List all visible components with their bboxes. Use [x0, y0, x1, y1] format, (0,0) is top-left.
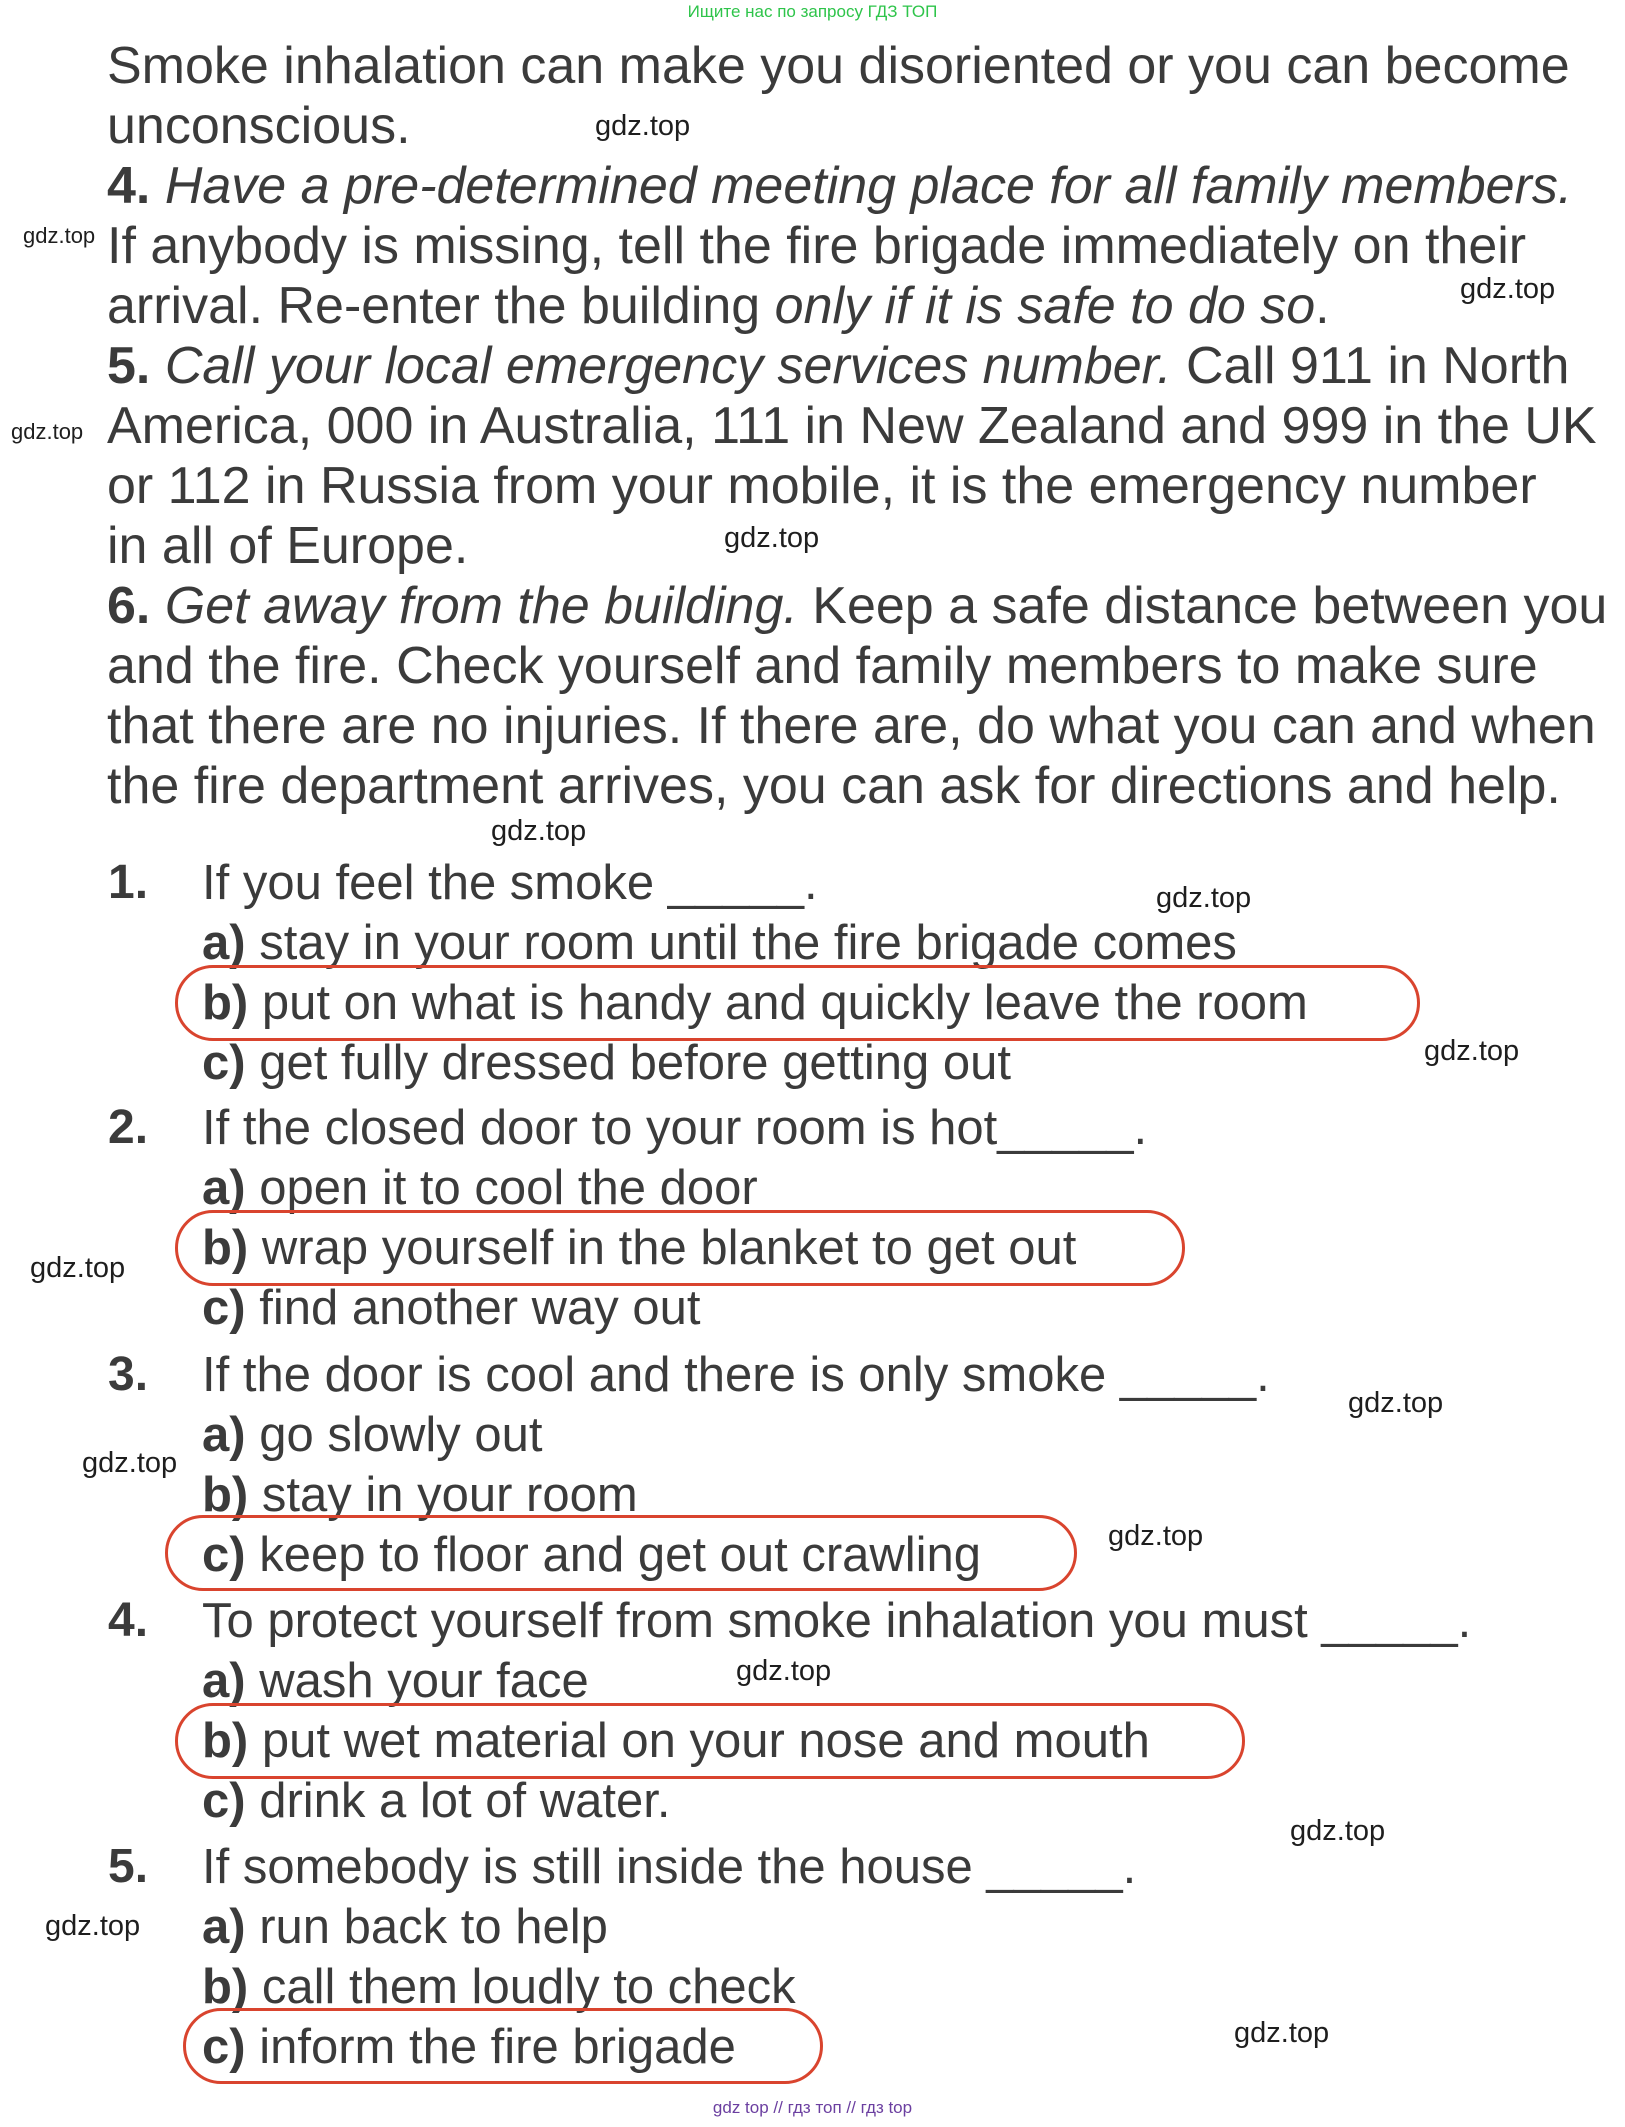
- watermark: gdz.top: [1348, 1387, 1444, 1419]
- option-a: [202, 1407, 542, 1463]
- option-letter: a): [202, 1654, 246, 1708]
- option-letter: a): [202, 1408, 246, 1462]
- option-text: run back to help: [259, 1900, 608, 1954]
- text-fragment: Call 911 in North: [1171, 337, 1570, 395]
- answer-circle: [175, 1210, 1185, 1286]
- paragraph-number: 6.: [107, 577, 151, 635]
- text-line: that there are no injuries. If there are, do what you can and when: [107, 697, 1596, 755]
- text-line: or 112 in Russia from your mobile, it is the emergency number: [107, 457, 1537, 515]
- question-text: To protect yourself from smoke inhalation you must _____.: [202, 1594, 1472, 1648]
- option-text: find another way out: [259, 1281, 701, 1335]
- option-text: wash your face: [259, 1654, 589, 1708]
- option-a: [202, 1653, 589, 1709]
- option-text: get fully dressed before getting out: [259, 1036, 1012, 1090]
- watermark: gdz.top: [1108, 1520, 1204, 1552]
- option-text: wrap yourself in the blanket to get out: [261, 1221, 1077, 1275]
- option-text: stay in your room until the fire brigade comes: [259, 916, 1237, 970]
- question-number: 5.: [108, 1840, 149, 1893]
- option-text: keep to floor and get out crawling: [259, 1528, 982, 1582]
- text-line: If anybody is missing, tell the fire brigade immediately on their: [107, 217, 1527, 275]
- watermark: gdz.top: [1156, 882, 1252, 914]
- option-b: [202, 1959, 796, 2015]
- footer-links[interactable]: gdz top // гдз топ // гдз top: [712, 2098, 913, 2117]
- answer-circle: [175, 1703, 1245, 1779]
- option-c: [202, 1035, 1011, 1091]
- question-number: 1.: [108, 856, 149, 909]
- option-text: put on what is handy and quickly leave the room: [261, 976, 1308, 1030]
- answer-circle: [165, 1515, 1077, 1591]
- text-line: in all of Europe.: [107, 517, 469, 575]
- watermark: gdz.top: [45, 1910, 141, 1942]
- option-a: [202, 915, 1237, 971]
- option-text: put wet material on your nose and mouth: [261, 1714, 1150, 1768]
- option-letter: a): [202, 1161, 246, 1215]
- option-letter: a): [202, 1900, 246, 1954]
- paragraph-6-heading: [107, 576, 1607, 636]
- question-text: If the door is cool and there is only smoke _____.: [202, 1348, 1270, 1402]
- option-letter: b): [202, 976, 249, 1030]
- watermark: gdz.top: [23, 223, 96, 248]
- watermark: gdz.top: [595, 110, 691, 142]
- text-line: unconscious.: [107, 97, 411, 155]
- text-fragment: .: [1315, 277, 1330, 335]
- watermark: gdz.top: [491, 815, 587, 847]
- watermark: gdz.top: [736, 1655, 832, 1687]
- watermark: gdz.top: [1290, 1815, 1386, 1847]
- paragraph-4-heading: [107, 156, 1572, 216]
- question-number: 2.: [108, 1101, 149, 1154]
- text-fragment: Keep a safe distance between you: [797, 577, 1608, 635]
- question-number: 4.: [108, 1594, 149, 1647]
- question-text: If you feel the smoke _____.: [202, 856, 818, 910]
- option-text: drink a lot of water.: [259, 1774, 671, 1828]
- watermark: gdz.top: [724, 522, 820, 554]
- option-text: go slowly out: [259, 1408, 543, 1462]
- watermark: gdz.top: [1460, 273, 1556, 305]
- paragraph-title: Have a pre-determined meeting place for all family members.: [164, 157, 1573, 215]
- paragraph-number: 4.: [107, 157, 151, 215]
- option-c: [202, 1773, 670, 1829]
- text-line: Smoke inhalation can make you disoriented or you can become: [107, 37, 1570, 95]
- question-number: 3.: [108, 1348, 149, 1401]
- text-emphasis: only if it is safe to do so: [774, 277, 1316, 335]
- text-line: [107, 276, 1330, 336]
- question-text: If the closed door to your room is hot_____.: [202, 1101, 1148, 1155]
- option-letter: b): [202, 1468, 249, 1522]
- text-line: the fire department arrives, you can ask for directions and help.: [107, 757, 1561, 815]
- paragraph-number: 5.: [107, 337, 151, 395]
- option-text: call them loudly to check: [261, 1960, 796, 2014]
- watermark: gdz.top: [82, 1447, 178, 1479]
- option-letter: c): [202, 2020, 246, 2074]
- option-a: [202, 1160, 758, 1216]
- question-text: If somebody is still inside the house _____.: [202, 1840, 1137, 1894]
- option-letter: c): [202, 1036, 246, 1090]
- option-a: [202, 1899, 608, 1955]
- option-letter: b): [202, 1221, 249, 1275]
- paragraph-5-heading: [107, 336, 1569, 396]
- option-c: [202, 1280, 701, 1336]
- option-text: open it to cool the door: [259, 1161, 758, 1215]
- option-letter: c): [202, 1281, 246, 1335]
- option-text: stay in your room: [261, 1468, 638, 1522]
- option-letter: c): [202, 1774, 246, 1828]
- answer-circle: [175, 965, 1420, 1041]
- watermark: gdz.top: [11, 419, 84, 444]
- option-letter: c): [202, 1528, 246, 1582]
- watermark: gdz.top: [30, 1252, 126, 1284]
- paragraph-title: Call your local emergency services number.: [164, 337, 1172, 395]
- text-line: and the fire. Check yourself and family members to make sure: [107, 637, 1538, 695]
- option-letter: b): [202, 1960, 249, 2014]
- paragraph-title: Get away from the building.: [164, 577, 798, 635]
- text-line: America, 000 in Australia, 111 in New Zealand and 999 in the UK: [107, 397, 1597, 455]
- text-fragment: arrival. Re-enter the building: [107, 277, 775, 335]
- watermark: gdz.top: [1234, 2017, 1330, 2049]
- option-letter: b): [202, 1714, 249, 1768]
- answer-circle: [183, 2008, 823, 2084]
- option-text: inform the fire brigade: [259, 2020, 736, 2074]
- top-banner[interactable]: Ищите нас по запросу ГДЗ ТОП: [687, 2, 938, 21]
- watermark: gdz.top: [1424, 1035, 1520, 1067]
- option-letter: a): [202, 916, 246, 970]
